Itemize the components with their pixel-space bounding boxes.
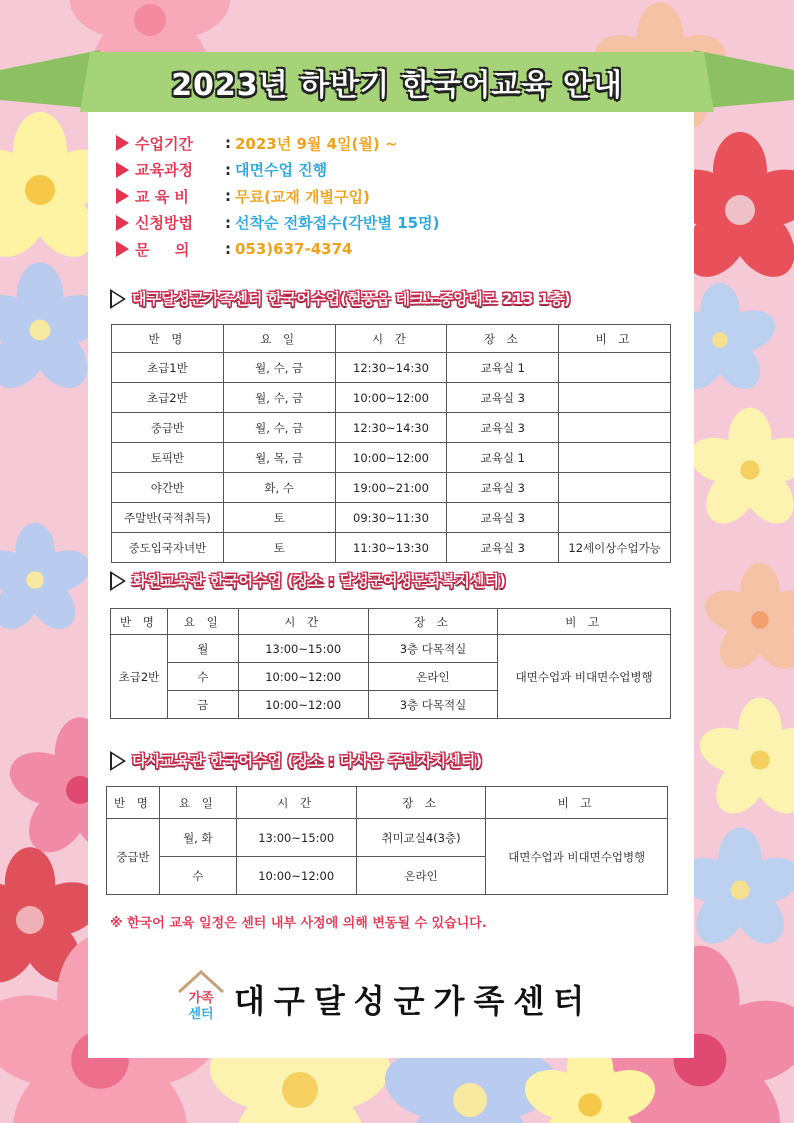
cell: 12세이상수업가능 (559, 533, 671, 563)
cell: 토 (223, 503, 335, 533)
center-name: 대구달성군가족센터 (234, 982, 594, 1020)
cell: 야간반 (112, 473, 224, 503)
section-title-1 (110, 288, 571, 309)
cell: 13:00~15:00 (238, 635, 368, 663)
cell: 온라인 (368, 663, 498, 691)
info-list (116, 130, 676, 263)
cell: 3층 다목적실 (368, 691, 498, 719)
cell: 교육실 1 (447, 353, 559, 383)
cell: 교육실 3 (447, 533, 559, 563)
pointer-icon (116, 241, 129, 257)
table-header-row (107, 787, 668, 819)
cell (559, 383, 671, 413)
info-value: 2023년 9월 4일(월) ~ (235, 134, 398, 153)
info-row-period (116, 130, 676, 157)
info-label: 문 의 (135, 240, 190, 259)
table-row (107, 819, 668, 857)
cell: 10:00~12:00 (335, 383, 447, 413)
header-cell: 시 간 (335, 325, 447, 353)
table-header-row (112, 325, 671, 353)
table-row (112, 503, 671, 533)
table-row (112, 353, 671, 383)
header-cell: 비 고 (559, 325, 671, 353)
cell: 온라인 (356, 857, 486, 895)
cell: 금 (167, 691, 238, 719)
header-cell: 비 고 (498, 609, 671, 635)
class-name-cell: 초급2반 (111, 635, 168, 719)
cell: 10:00~12:00 (335, 443, 447, 473)
cell: 월, 수, 금 (223, 383, 335, 413)
cell: 월 (167, 635, 238, 663)
cell: 교육실 3 (447, 383, 559, 413)
header-cell: 요 일 (223, 325, 335, 353)
cell: 10:00~12:00 (238, 691, 368, 719)
cell: 12:30~14:30 (335, 413, 447, 443)
header-cell: 시 간 (238, 609, 368, 635)
info-label: 교육과정 (135, 161, 193, 180)
info-separator: : (225, 187, 231, 206)
header-cell: 요 일 (159, 787, 236, 819)
note-cell: 대면수업과 비대면수업병행 (498, 635, 671, 719)
cell: 11:30~13:30 (335, 533, 447, 563)
cell: 수 (167, 663, 238, 691)
info-separator: : (225, 160, 231, 179)
pointer-icon (116, 135, 129, 151)
cell: 취미교실4(3층) (356, 819, 486, 857)
cell: 주말반(국적취득) (112, 503, 224, 533)
info-row-fee (116, 183, 676, 210)
schedule-table-dasa (106, 786, 668, 895)
pointer-icon (110, 571, 126, 591)
pointer-icon (116, 215, 129, 231)
table-row (112, 413, 671, 443)
cell (559, 353, 671, 383)
pointer-icon (110, 751, 126, 771)
header-cell: 비 고 (486, 787, 668, 819)
cell: 화, 수 (223, 473, 335, 503)
cell (559, 503, 671, 533)
cell: 중급반 (112, 413, 224, 443)
cell: 월, 목, 금 (223, 443, 335, 473)
cell: 중도입국자녀반 (112, 533, 224, 563)
info-label: 수업기간 (135, 134, 193, 153)
pointer-icon (116, 188, 129, 204)
header-cell: 반 명 (111, 609, 168, 635)
header-cell: 장 소 (368, 609, 498, 635)
info-separator: : (225, 240, 231, 259)
schedule-table-hwawon (110, 608, 671, 719)
cell: 초급1반 (112, 353, 224, 383)
info-value: 무료(교재 개별구입) (235, 187, 370, 206)
table-row (112, 443, 671, 473)
schedule-table-main (111, 324, 671, 563)
class-name-cell: 중급반 (107, 819, 160, 895)
note-cell: 대면수업과 비대면수업병행 (486, 819, 668, 895)
info-row-apply (116, 210, 676, 237)
svg-text:센터: 센터 (188, 1007, 214, 1022)
cell: 교육실 3 (447, 413, 559, 443)
page-title: 2023년 하반기 한국어교육 안내 (171, 68, 623, 103)
schedule-notice: ※ 한국어 교육 일정은 센터 내부 사정에 의해 변동될 수 있습니다. (110, 916, 487, 931)
info-row-contact (116, 236, 676, 263)
info-row-course (116, 157, 676, 184)
cell: 토픽반 (112, 443, 224, 473)
table-row (112, 473, 671, 503)
section-title-text: 대구달성군가족센터 한국어수업(현풍읍 테크노중앙대로 213 1층) (132, 290, 571, 308)
cell: 월, 수, 금 (223, 353, 335, 383)
cell (559, 473, 671, 503)
cell: 교육실 1 (447, 443, 559, 473)
cell: 13:00~15:00 (236, 819, 356, 857)
cell: 월, 화 (159, 819, 236, 857)
header-cell: 시 간 (236, 787, 356, 819)
section-title-3 (110, 750, 482, 771)
pointer-icon (110, 289, 126, 309)
info-label: 신청방법 (135, 214, 193, 233)
info-value: 선착순 전화접수(각반별 15명) (235, 214, 440, 233)
cell: 교육실 3 (447, 503, 559, 533)
cell: 19:00~21:00 (335, 473, 447, 503)
cell: 09:30~11:30 (335, 503, 447, 533)
info-separator: : (225, 213, 231, 232)
cell: 12:30~14:30 (335, 353, 447, 383)
header-cell: 요 일 (167, 609, 238, 635)
table-row (112, 383, 671, 413)
cell: 3층 다목적실 (368, 635, 498, 663)
header-cell: 반 명 (107, 787, 160, 819)
info-value: 대면수업 진행 (235, 161, 328, 180)
cell (559, 413, 671, 443)
info-value: 053)637-4374 (235, 240, 353, 259)
info-separator: : (225, 134, 231, 153)
info-label: 교 육 비 (135, 187, 189, 206)
section-title-text: 화원교육관 한국어수업 (장소 : 달성군여성문화복지센터) (132, 572, 506, 590)
header-cell: 반 명 (112, 325, 224, 353)
family-center-logo (176, 968, 226, 1024)
section-title-2 (110, 570, 506, 591)
header-cell: 장 소 (356, 787, 486, 819)
svg-text:가족: 가족 (188, 991, 214, 1006)
header-cell: 장 소 (447, 325, 559, 353)
table-row (111, 635, 671, 663)
table-header-row (111, 609, 671, 635)
table-row (112, 533, 671, 563)
cell (559, 443, 671, 473)
cell: 10:00~12:00 (236, 857, 356, 895)
cell: 토 (223, 533, 335, 563)
cell: 10:00~12:00 (238, 663, 368, 691)
cell: 수 (159, 857, 236, 895)
section-title-text: 다사교육관 한국어수업 (장소 : 다사읍 주민자치센터) (132, 752, 483, 770)
cell: 교육실 3 (447, 473, 559, 503)
pointer-icon (116, 162, 129, 178)
cell: 월, 수, 금 (223, 413, 335, 443)
cell: 초급2반 (112, 383, 224, 413)
